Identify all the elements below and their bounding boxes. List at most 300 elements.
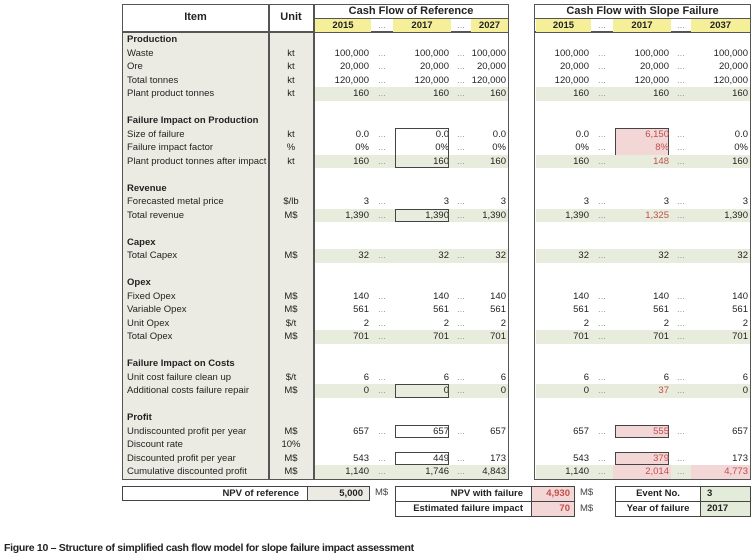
row-unit: 10% [281, 439, 301, 450]
table-row [123, 290, 508, 304]
ref-value: 140 [353, 290, 369, 302]
ellipsis: ... [378, 155, 386, 167]
event-value: 3 [700, 487, 750, 501]
row-unit: M$ [284, 331, 298, 342]
ref-year-2015: 2015 [315, 19, 371, 32]
npv-reference-value: 5,000 [307, 487, 369, 500]
ref-value: 701 [353, 331, 369, 342]
ellipsis: ... [598, 155, 606, 167]
reference-highlight-box [395, 384, 449, 398]
ellipsis: ... [677, 466, 685, 477]
ellipsis: ... [598, 331, 606, 342]
fail-value: 160 [573, 88, 589, 99]
table-row [123, 317, 508, 331]
ref-value: 3 [443, 196, 449, 207]
failure-title: Cash Flow with Slope Failure [566, 5, 719, 17]
ellipsis: ... [378, 61, 386, 72]
row-unit: $/t [285, 317, 297, 329]
table-row [123, 195, 508, 209]
ellipsis: ... [457, 142, 465, 153]
table-row [123, 141, 508, 155]
ellipsis: ... [457, 88, 465, 99]
ellipsis: ... [457, 250, 465, 261]
row-label: Failure Impact on Production [127, 115, 259, 126]
ellipsis: ... [677, 74, 685, 86]
ellipsis: ... [457, 304, 465, 315]
ref-value: 160 [433, 155, 449, 167]
reference-highlight-box [395, 128, 449, 169]
table-row [123, 87, 508, 101]
ellipsis: ... [457, 317, 465, 329]
table-row [535, 74, 750, 88]
ellipsis: ... [457, 385, 465, 396]
ellipsis: ... [677, 209, 685, 221]
impact-value: 70 [531, 502, 574, 516]
fail-value: 0.0 [575, 128, 589, 140]
row-label: Failure impact factor [127, 142, 214, 153]
ellipsis: ... [598, 142, 606, 153]
table-row [123, 222, 508, 236]
ellipsis: ... [457, 466, 465, 477]
ellipsis: ... [457, 196, 465, 207]
ellipsis: ... [378, 452, 386, 464]
ellipsis: ... [677, 385, 685, 396]
ref-value: 0 [443, 385, 449, 396]
ellipsis: ... [378, 385, 386, 396]
ellipsis: ... [457, 47, 465, 59]
row-unit: kt [287, 155, 295, 167]
table-row [123, 168, 508, 182]
table-row [123, 209, 508, 223]
table-row [123, 276, 508, 290]
table-row [123, 236, 508, 250]
ellipsis: ... [378, 304, 386, 315]
table-row [123, 155, 508, 169]
fail-value: 32 [737, 250, 748, 261]
fail-value: 3 [663, 196, 669, 207]
table-row [535, 155, 750, 169]
row-label: Cumulative discounted profit [127, 466, 247, 477]
table-row [535, 303, 750, 317]
ref-value: 140 [433, 290, 449, 302]
fail-value: 32 [658, 250, 669, 261]
table-row [123, 452, 508, 466]
fail-value: 32 [578, 250, 589, 261]
row-label: Total tonnes [127, 74, 179, 86]
ellipsis: ... [378, 290, 386, 302]
ellipsis: ... [378, 128, 386, 140]
reference-highlight-box [395, 425, 449, 439]
ellipsis: ... [598, 385, 606, 396]
fail-value: 120,000 [634, 74, 669, 86]
table-row [123, 74, 508, 88]
fail-value: 140 [573, 290, 589, 302]
ellipsis: ... [457, 290, 465, 302]
ref-value: 20,000 [339, 61, 369, 72]
ellipsis: ... [677, 88, 685, 99]
ref-value: 4,843 [482, 466, 506, 477]
ellipsis: ... [378, 74, 386, 86]
table-row [123, 438, 508, 452]
ellipsis: ... [677, 331, 685, 342]
figure-caption: Figure 10 – Structure of simplified cash flow model for slope failure impact assessment [4, 542, 414, 554]
ref-value: 160 [353, 88, 369, 99]
ellipsis: ... [598, 47, 606, 59]
reference-highlight-box [395, 209, 449, 223]
fail-value: 1,390 [565, 209, 589, 221]
ref-value: 701 [433, 331, 449, 342]
row-unit: M$ [284, 466, 298, 477]
table-row [535, 236, 750, 250]
ellipsis: ... [378, 209, 386, 221]
ref-value: 6 [500, 371, 506, 383]
ref-value: 32 [438, 250, 449, 261]
reference-title: Cash Flow of Reference [348, 5, 474, 17]
fail-value: 173 [732, 452, 748, 464]
ellipsis: ... [457, 155, 465, 167]
ellipsis: ... [598, 290, 606, 302]
ellipsis: ... [598, 452, 606, 464]
ref-value: 6 [443, 371, 449, 383]
table-row [535, 344, 750, 358]
ellipsis: ... [378, 317, 386, 329]
table-row [123, 357, 508, 371]
ellipsis: ... [378, 371, 386, 383]
row-unit: kt [287, 74, 295, 86]
table-row [535, 222, 750, 236]
row-unit: $/t [285, 371, 297, 383]
ref-value: 657 [433, 425, 449, 437]
fail-year-2015: 2015 [536, 19, 591, 32]
ref-value: 20,000 [419, 61, 449, 72]
fail-value: 0.0 [734, 128, 748, 140]
row-unit: M$ [284, 290, 298, 302]
ref-value: 160 [490, 155, 506, 167]
ref-value: 140 [490, 290, 506, 302]
fail-value: 100,000 [554, 47, 589, 59]
fail-value: 160 [732, 155, 748, 167]
row-label: Discount rate [127, 439, 183, 450]
ref-value: 0.0 [435, 128, 449, 140]
table-row [535, 114, 750, 128]
row-unit: M$ [284, 452, 298, 464]
ref-value: 1,746 [425, 466, 449, 477]
row-unit: M$ [284, 304, 298, 315]
fail-value: 160 [653, 88, 669, 99]
ellipsis: ... [598, 209, 606, 221]
unit-header: Unit [280, 11, 302, 23]
row-unit: % [286, 142, 296, 153]
table-row [535, 371, 750, 385]
ref-value: 100,000 [334, 47, 369, 59]
row-label: Discounted profit per year [127, 452, 236, 464]
table-row [535, 209, 750, 223]
ref-value: 561 [490, 304, 506, 315]
fail-value: 140 [653, 290, 669, 302]
table-row [535, 101, 750, 115]
fail-value: 20,000 [559, 61, 589, 72]
row-label: Plant product tonnes [127, 88, 215, 99]
fail-value: 657 [732, 425, 748, 437]
row-unit: M$ [284, 250, 298, 261]
ellipsis: ... [677, 142, 685, 153]
ref-value: 0% [355, 142, 369, 153]
table-row [535, 263, 750, 277]
table-row [123, 101, 508, 115]
ref-value: 701 [490, 331, 506, 342]
ellipsis: ... [677, 155, 685, 167]
fail-value: 4,773 [691, 465, 750, 479]
table-row [535, 195, 750, 209]
table-row [123, 425, 508, 439]
table-row [123, 128, 508, 142]
npv-reference-box [122, 486, 370, 501]
table-row [535, 141, 750, 155]
npv-failure-value: 4,930 [531, 487, 574, 501]
ref-value: 120,000 [334, 74, 369, 86]
fail-value: 1,390 [724, 209, 748, 221]
row-label: Ore [127, 61, 143, 72]
row-label: Forecasted metal price [127, 196, 224, 207]
ellipsis: ... [598, 466, 606, 477]
fail-value: 6 [742, 371, 748, 383]
ref-value: 657 [353, 425, 369, 437]
ellipsis: ... [598, 250, 606, 261]
fail-value: 160 [732, 88, 748, 99]
ellipsis: ... [677, 452, 685, 464]
table-row [123, 398, 508, 412]
fail-value: 379 [653, 452, 669, 464]
fail-value: 0% [734, 142, 748, 153]
ellipsis: ... [457, 425, 465, 437]
row-unit: kt [287, 88, 295, 99]
fail-value: 6 [583, 371, 589, 383]
table-row [535, 249, 750, 263]
row-label: Unit Opex [127, 317, 170, 329]
fail-value: 3 [583, 196, 589, 207]
ref-value: 6 [363, 371, 369, 383]
fail-value: 555 [653, 425, 669, 437]
fail-value: 2 [742, 317, 748, 329]
ellipsis: ... [378, 142, 386, 153]
ref-value: 3 [363, 196, 369, 207]
ellipsis: ... [598, 371, 606, 383]
row-unit: kt [287, 128, 295, 140]
ref-year-2017: 2017 [393, 19, 451, 32]
ellipsis: ... [677, 425, 685, 437]
row-label: Revenue [127, 182, 167, 194]
fail-value: 140 [732, 290, 748, 302]
npv-reference-unit: M$ [375, 487, 389, 498]
table-row [535, 87, 750, 101]
ellipsis: ... [378, 466, 386, 477]
ellipsis: ... [598, 304, 606, 315]
ref-value: 1,390 [345, 209, 369, 221]
fail-year-gap: ... [677, 20, 685, 31]
fail-value: 701 [653, 331, 669, 342]
row-unit: M$ [284, 425, 298, 437]
table-row [535, 33, 750, 47]
table-row [123, 303, 508, 317]
ref-value: 3 [500, 196, 506, 207]
fail-value: 561 [573, 304, 589, 315]
fail-value: 2,014 [613, 465, 671, 479]
table-row [535, 452, 750, 466]
fail-value: 0 [583, 385, 589, 396]
ellipsis: ... [378, 250, 386, 261]
reference-table [122, 4, 509, 480]
row-unit: M$ [284, 385, 298, 396]
impact-unit: M$ [580, 503, 594, 514]
row-label: Variable Opex [127, 304, 187, 315]
table-row [535, 411, 750, 425]
ref-year-2027: 2027 [471, 19, 508, 32]
fail-value: 657 [573, 425, 589, 437]
row-unit: $/lb [283, 196, 299, 207]
row-label: Waste [127, 47, 154, 59]
fail-value: 120,000 [554, 74, 589, 86]
npv-failure-box [395, 486, 575, 517]
table-row [535, 290, 750, 304]
ellipsis: ... [677, 128, 685, 140]
reference-highlight-box [395, 452, 449, 466]
ref-value: 0.0 [492, 128, 506, 140]
ellipsis: ... [677, 371, 685, 383]
ellipsis: ... [457, 371, 465, 383]
table-row [535, 276, 750, 290]
row-label: Total Capex [127, 250, 178, 261]
ref-value: 2 [500, 317, 506, 329]
fail-value: 3 [742, 196, 748, 207]
ref-value: 0 [500, 385, 506, 396]
row-label: Profit [127, 412, 152, 423]
npv-failure-label: NPV with failure [450, 488, 523, 499]
ref-value: 657 [490, 425, 506, 437]
ellipsis: ... [677, 304, 685, 315]
ellipsis: ... [677, 317, 685, 329]
ref-value: 1,390 [425, 209, 449, 221]
table-row [123, 465, 508, 479]
table-row [123, 411, 508, 425]
ref-value: 0% [492, 142, 506, 153]
ref-value: 561 [433, 304, 449, 315]
table-row [535, 182, 750, 196]
fail-value: 8% [655, 142, 669, 153]
slope-failure-table [534, 4, 751, 480]
table-row [123, 33, 508, 47]
row-label: Production [127, 34, 178, 45]
ref-value: 20,000 [476, 61, 506, 72]
table-row [535, 398, 750, 412]
ref-value: 120,000 [414, 74, 449, 86]
fail-value: 543 [573, 452, 589, 464]
table-row [123, 384, 508, 398]
table-row [535, 438, 750, 452]
ref-value: 32 [495, 250, 506, 261]
item-header: Item [184, 11, 207, 23]
ellipsis: ... [378, 425, 386, 437]
table-row [535, 128, 750, 142]
ref-value: 1,390 [482, 209, 506, 221]
fail-value: 120,000 [713, 74, 748, 86]
table-row [535, 384, 750, 398]
row-label: Plant product tonnes after impact [127, 155, 267, 167]
table-row [535, 47, 750, 61]
table-row [123, 114, 508, 128]
ref-year-gap: ... [457, 20, 465, 31]
fail-value: 148 [653, 155, 669, 167]
table-row [123, 344, 508, 358]
row-unit: M$ [284, 209, 298, 221]
ref-value: 160 [433, 88, 449, 99]
ref-year-gap: ... [378, 20, 386, 31]
ellipsis: ... [677, 290, 685, 302]
ref-value: 100,000 [471, 47, 506, 59]
ellipsis: ... [677, 61, 685, 72]
fail-value: 20,000 [639, 61, 669, 72]
row-label: Total revenue [127, 209, 185, 221]
table-row [535, 425, 750, 439]
table-row [123, 371, 508, 385]
row-label: Additional costs failure repair [127, 385, 249, 396]
ellipsis: ... [598, 196, 606, 207]
fail-value: 561 [653, 304, 669, 315]
fail-value: 2 [663, 317, 669, 329]
row-label: Opex [127, 277, 151, 288]
table-row [123, 182, 508, 196]
row-label: Undiscounted profit per year [127, 425, 247, 437]
table-row [535, 60, 750, 74]
table-row [123, 263, 508, 277]
row-label: Total Opex [127, 331, 173, 342]
npv-failure-unit: M$ [580, 487, 594, 498]
ellipsis: ... [378, 47, 386, 59]
ellipsis: ... [457, 452, 465, 464]
fail-value: 2 [583, 317, 589, 329]
fail-value: 100,000 [713, 47, 748, 59]
table-row [535, 330, 750, 344]
row-label: Fixed Opex [127, 290, 176, 302]
ellipsis: ... [677, 250, 685, 261]
ellipsis: ... [457, 74, 465, 86]
ref-value: 173 [490, 452, 506, 464]
ellipsis: ... [598, 128, 606, 140]
row-label: Capex [127, 236, 156, 248]
ellipsis: ... [378, 331, 386, 342]
ref-value: 561 [353, 304, 369, 315]
table-row [123, 47, 508, 61]
ellipsis: ... [677, 196, 685, 207]
row-label: Size of failure [127, 128, 185, 140]
event-box [615, 486, 751, 517]
row-unit: kt [287, 61, 295, 72]
table-row [123, 330, 508, 344]
ellipsis: ... [598, 88, 606, 99]
table-row [535, 357, 750, 371]
ellipsis: ... [378, 88, 386, 99]
ellipsis: ... [598, 61, 606, 72]
event-label: Event No. [636, 488, 680, 499]
ref-value: 120,000 [471, 74, 506, 86]
ellipsis: ... [457, 61, 465, 72]
fail-value: 6,150 [645, 128, 669, 140]
ref-value: 0.0 [355, 128, 369, 140]
fail-value: 1,325 [645, 209, 669, 221]
fail-value: 0 [742, 385, 748, 396]
ref-value: 449 [433, 452, 449, 464]
fail-value: 0% [575, 142, 589, 153]
ref-value: 160 [353, 155, 369, 167]
